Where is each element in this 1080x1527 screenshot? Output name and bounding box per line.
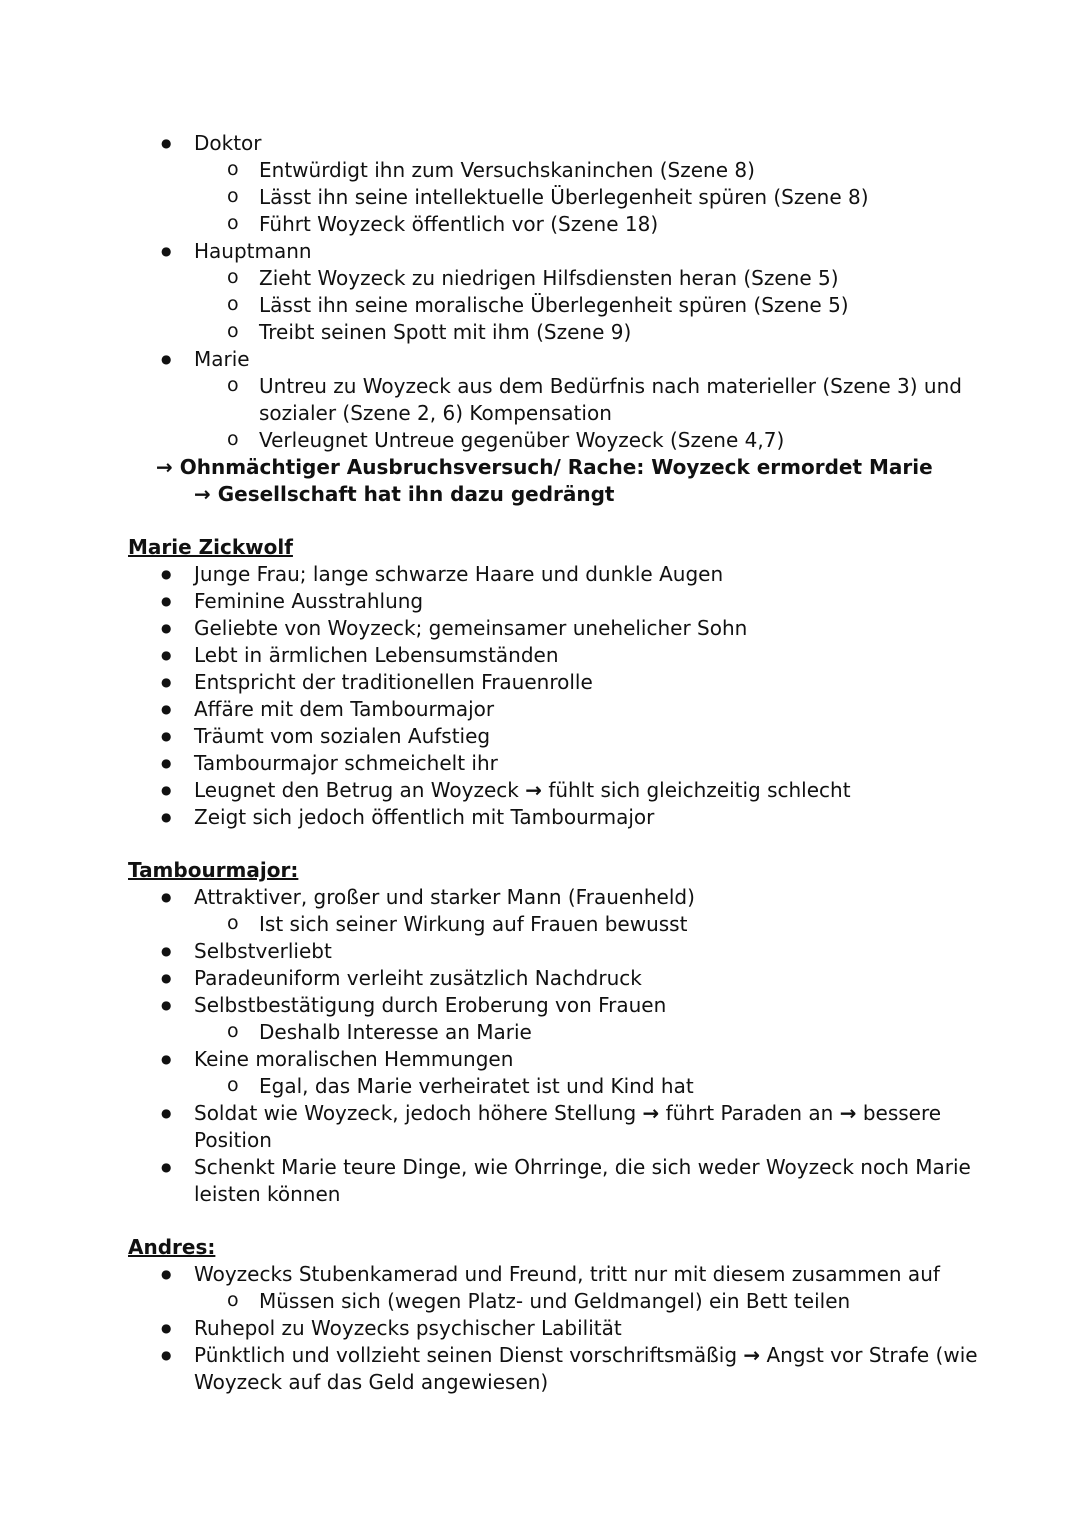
- item-text: sozialer (Szene 2, 6) Kompensation: [259, 401, 612, 425]
- item-text: Schenkt Marie teure Dinge, wie Ohrringe, die sich weder Woyzeck noch Marie: [194, 1155, 971, 1179]
- list-item: [0, 938, 1080, 965]
- list-item: [0, 1261, 1080, 1288]
- list-item: [0, 1342, 1080, 1369]
- list-item: [0, 992, 1080, 1019]
- item-text: Lässt ihn seine moralische Überlegenheit spüren (Szene 5): [259, 293, 849, 317]
- item-text: leisten können: [194, 1182, 341, 1206]
- item-text: Untreu zu Woyzeck aus dem Bedürfnis nach materieller (Szene 3) und: [259, 374, 962, 398]
- arrow-icon: →: [642, 1101, 660, 1125]
- item-text: Verleugnet Untreue gegenüber Woyzeck (Szene 4,7): [259, 428, 785, 452]
- sub-item: [0, 211, 1080, 238]
- list-item: [0, 750, 1080, 777]
- item-text: Müssen sich (wegen Platz- und Geldmangel) ein Bett teilen: [259, 1289, 851, 1313]
- item-text: Lebt in ärmlichen Lebensumständen: [194, 643, 559, 667]
- list-item: [0, 1046, 1080, 1073]
- item-text: Marie: [194, 347, 250, 371]
- item-text: Entwürdigt ihn zum Versuchskaninchen (Szene 8): [259, 158, 755, 182]
- list-item: [0, 1154, 1080, 1181]
- item-text: Träumt vom sozialen Aufstieg: [194, 724, 491, 748]
- item-text: bessere: [862, 1101, 942, 1125]
- list-item-continuation: [0, 1181, 1080, 1208]
- conclusion-text: Gesellschaft hat ihn dazu gedrängt: [217, 482, 615, 506]
- item-text: Woyzeck auf das Geld angewiesen): [194, 1370, 549, 1394]
- sub-item: [0, 427, 1080, 454]
- list-item: [0, 561, 1080, 588]
- arrow-icon: →: [194, 482, 211, 506]
- sub-item: [0, 1073, 1080, 1100]
- sub-item: [0, 292, 1080, 319]
- item-text: führt Paraden an: [665, 1101, 834, 1125]
- sub-item: [0, 911, 1080, 938]
- item-text: Hauptmann: [194, 239, 312, 263]
- item-text: Selbstbestätigung durch Eroberung von Frauen: [194, 993, 667, 1017]
- list-item-continuation: [0, 1369, 1080, 1396]
- arrow-icon: →: [156, 455, 173, 479]
- item-text: Woyzecks Stubenkamerad und Freund, tritt nur mit diesem zusammen auf: [194, 1262, 940, 1286]
- item-text: Position: [194, 1128, 272, 1152]
- arrow-icon: →: [839, 1101, 857, 1125]
- sub-item-continuation: [0, 400, 1080, 427]
- arrow-icon: →: [525, 778, 542, 802]
- item-text: Pünktlich und vollzieht seinen Dienst vorschriftsmäßig: [194, 1343, 738, 1367]
- item-text: Lässt ihn seine intellektuelle Überlegenheit spüren (Szene 8): [259, 185, 869, 209]
- section-heading-andres: Andres:: [128, 1235, 216, 1259]
- item-text: Affäre mit dem Tambourmajor: [194, 697, 495, 721]
- item-text: Ruhepol zu Woyzecks psychischer Labilität: [194, 1316, 622, 1340]
- arrow-icon: →: [743, 1343, 761, 1367]
- conclusion-text: Ohnmächtiger Ausbruchsversuch/ Rache: Woyzeck ermordet Marie: [179, 455, 933, 479]
- sub-item: [0, 265, 1080, 292]
- item-text: Ist sich seiner Wirkung auf Frauen bewusst: [259, 912, 688, 936]
- section-heading-marie: Marie Zickwolf: [128, 535, 293, 559]
- sub-item: [0, 319, 1080, 346]
- list-item: [0, 1315, 1080, 1342]
- list-item: [0, 696, 1080, 723]
- list-item-marie: [0, 346, 1080, 373]
- list-item: [0, 1100, 1080, 1127]
- item-text: Feminine Ausstrahlung: [194, 589, 424, 613]
- conclusion-line-2: [0, 481, 1080, 508]
- list-item-hauptmann: [0, 238, 1080, 265]
- document-page: [0, 130, 1080, 1396]
- item-text: Führt Woyzeck öffentlich vor (Szene 18): [259, 212, 659, 236]
- list-item: [0, 588, 1080, 615]
- item-text: Attraktiver, großer und starker Mann (Frauenheld): [194, 885, 695, 909]
- item-text: Tambourmajor schmeichelt ihr: [194, 751, 498, 775]
- item-text: Leugnet den Betrug an Woyzeck: [194, 778, 519, 802]
- list-item: [0, 804, 1080, 831]
- item-text: Junge Frau; lange schwarze Haare und dunkle Augen: [194, 562, 724, 586]
- list-item: [0, 642, 1080, 669]
- list-item-doktor: [0, 130, 1080, 157]
- section-heading-tambourmajor: Tambourmajor:: [128, 858, 299, 882]
- list-item: [0, 615, 1080, 642]
- item-text: Selbstverliebt: [194, 939, 332, 963]
- list-item-continuation: [0, 1127, 1080, 1154]
- list-item: [0, 965, 1080, 992]
- sub-item: [0, 1288, 1080, 1315]
- item-text: Geliebte von Woyzeck; gemeinsamer unehelicher Sohn: [194, 616, 748, 640]
- list-item: [0, 884, 1080, 911]
- item-text: Angst vor Strafe (wie: [766, 1343, 978, 1367]
- list-item: [0, 777, 1080, 804]
- item-text: Treibt seinen Spott mit ihm (Szene 9): [259, 320, 632, 344]
- conclusion-line-1: [0, 454, 1080, 481]
- list-item: [0, 723, 1080, 750]
- item-text: fühlt sich gleichzeitig schlecht: [548, 778, 851, 802]
- item-text: Keine moralischen Hemmungen: [194, 1047, 514, 1071]
- item-text: Paradeuniform verleiht zusätzlich Nachdruck: [194, 966, 642, 990]
- sub-item: [0, 1019, 1080, 1046]
- item-text: Egal, das Marie verheiratet ist und Kind hat: [259, 1074, 694, 1098]
- sub-item: [0, 157, 1080, 184]
- item-text: Zeigt sich jedoch öffentlich mit Tambourmajor: [194, 805, 655, 829]
- item-text: Soldat wie Woyzeck, jedoch höhere Stellung: [194, 1101, 637, 1125]
- sub-item: [0, 184, 1080, 211]
- item-text: Deshalb Interesse an Marie: [259, 1020, 532, 1044]
- item-text: Zieht Woyzeck zu niedrigen Hilfsdiensten heran (Szene 5): [259, 266, 839, 290]
- item-text: Entspricht der traditionellen Frauenrolle: [194, 670, 593, 694]
- item-text: Doktor: [194, 131, 262, 155]
- list-item: [0, 669, 1080, 696]
- sub-item: [0, 373, 1080, 400]
